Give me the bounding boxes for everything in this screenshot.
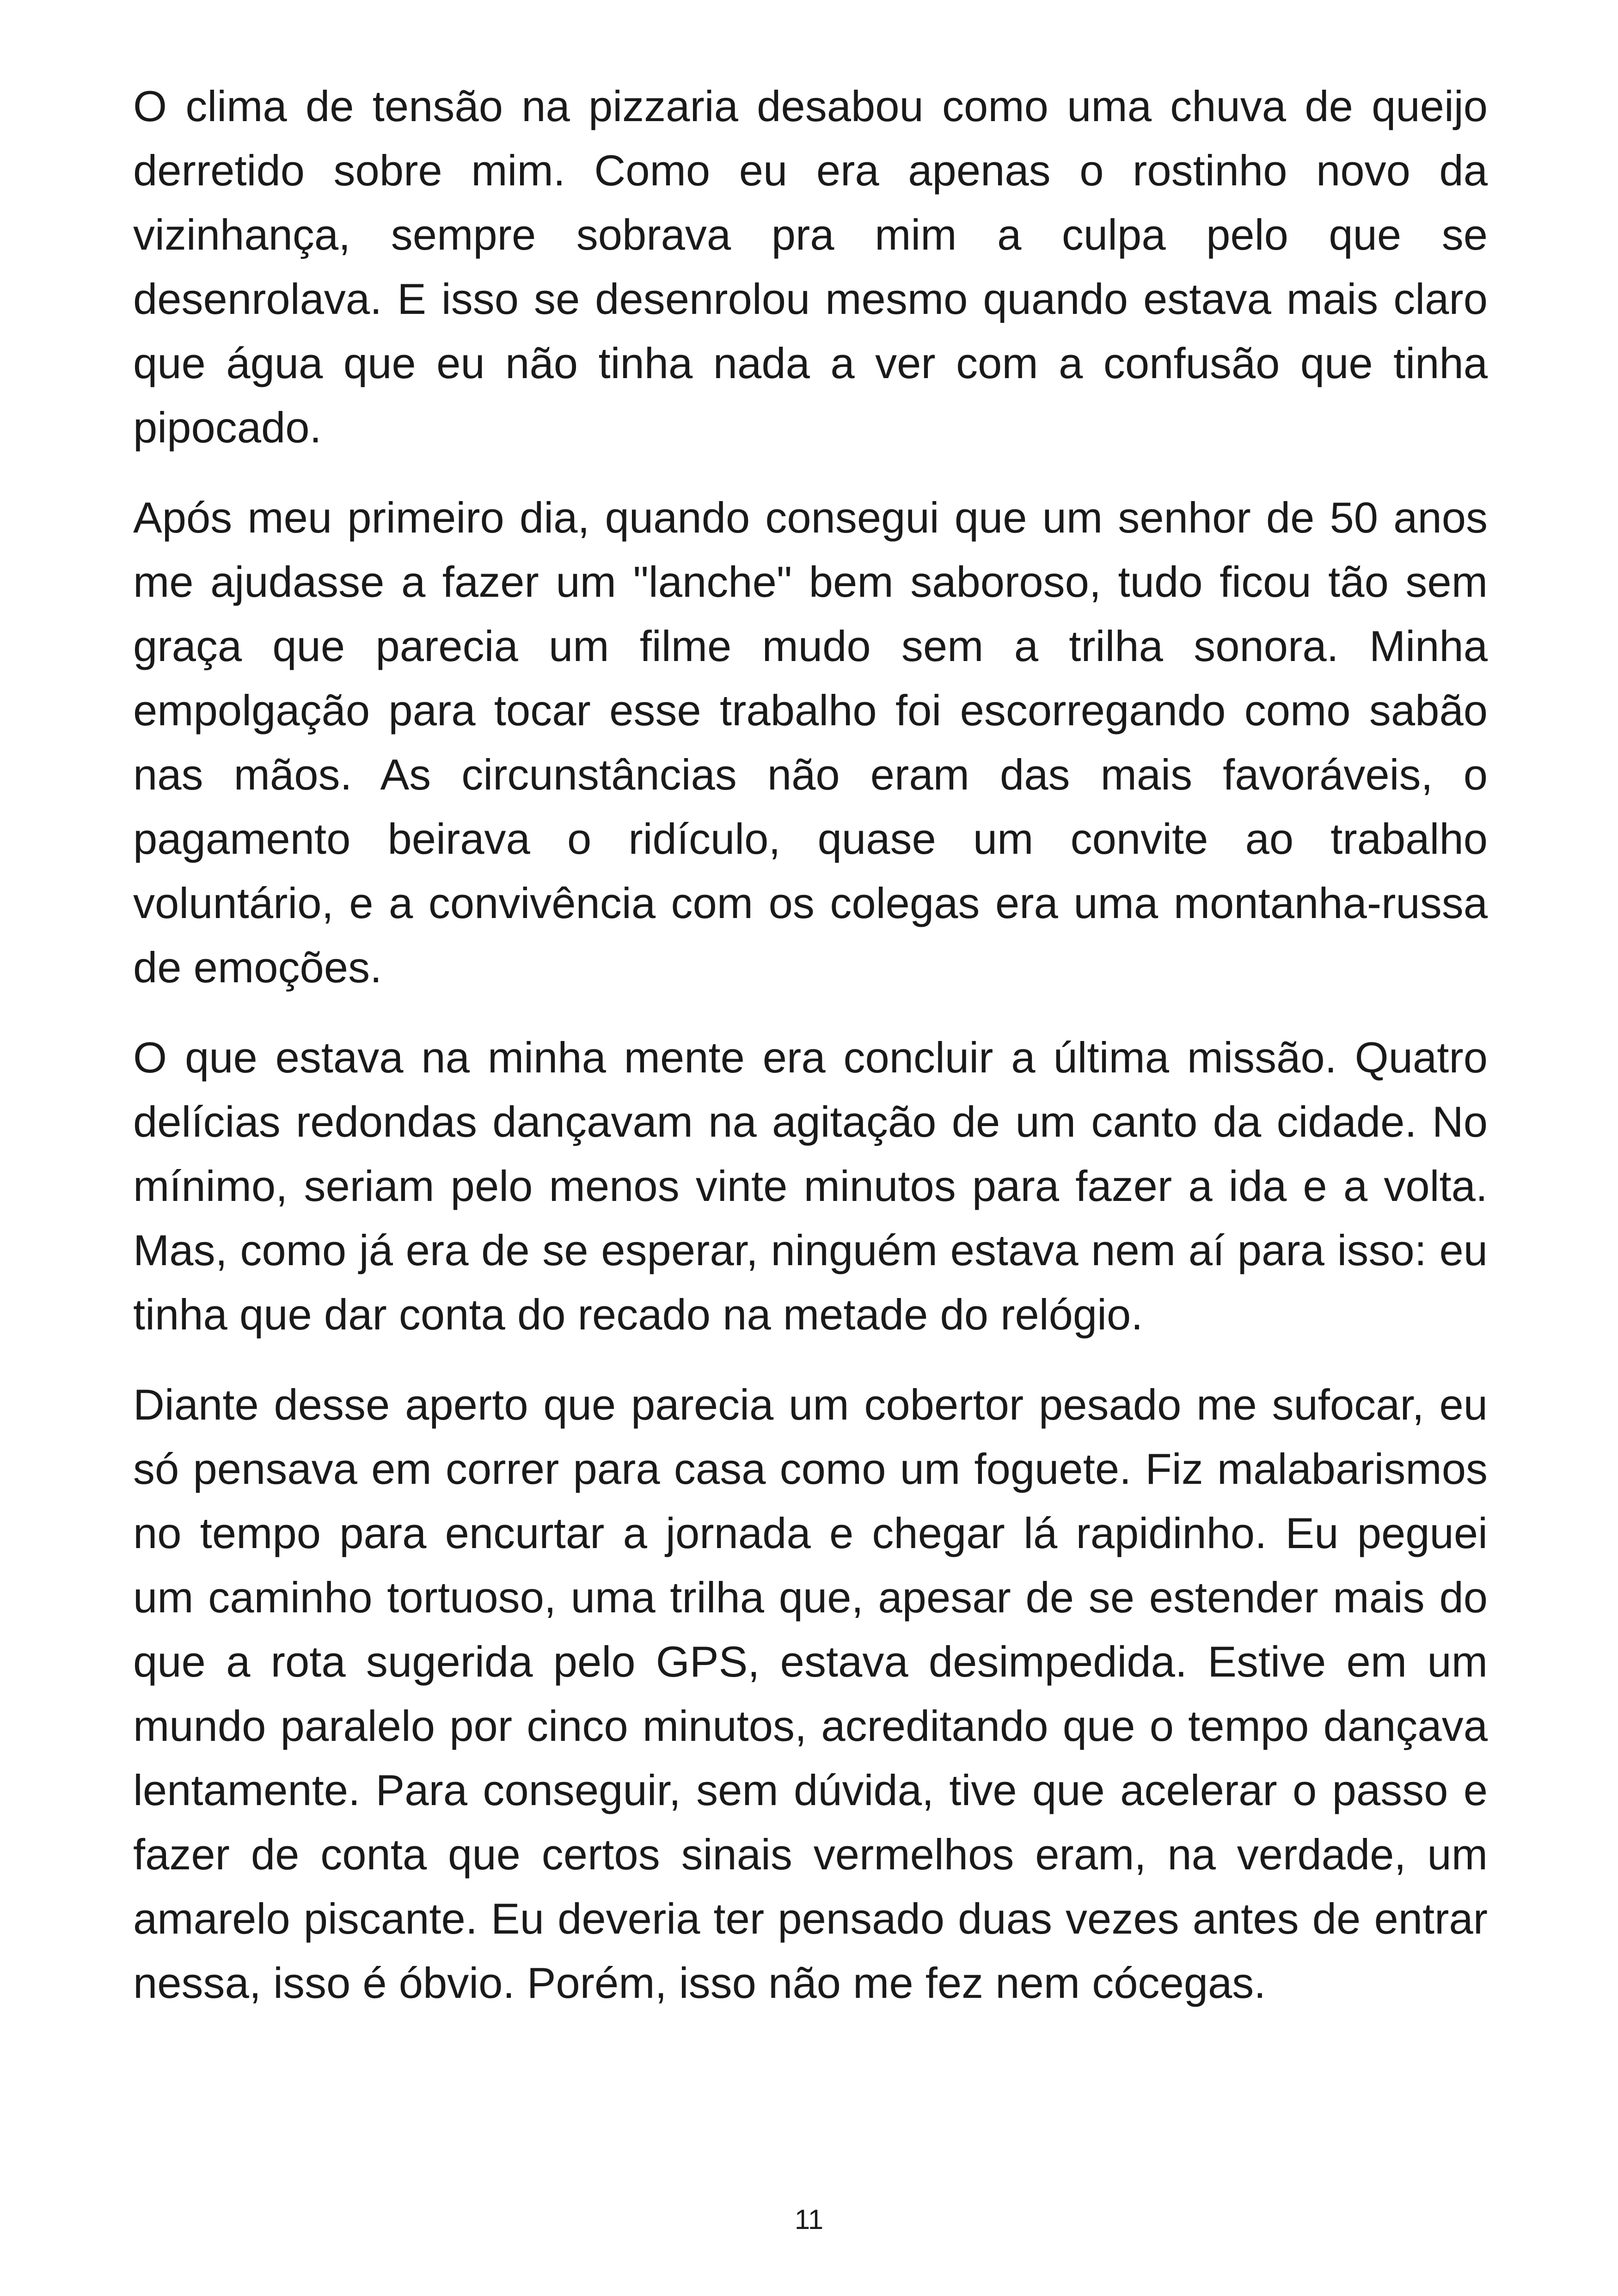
paragraph-4: Diante desse aperto que parecia um cobertor pesado me sufocar, eu só pensava em correr para casa como um foguete. Fiz malabarismos no tempo para encurtar a jornada e chegar lá rapidinho. Eu peguei um caminho tortuoso, uma trilha que, apesar de se estender mais do que a rota sugerida pelo GPS, estava desimpedida. Estive em um mundo paralelo por cinco minutos, acreditando que o tempo dançava lentamente. Para conseguir, sem dúvida, tive que acelerar o passo e fazer de conta que certos sinais vermelhos eram, na verdade, um amarelo piscante. Eu deveria ter pensado duas vezes antes de entrar nessa, isso é óbvio. Porém, isso não me fez nem cócegas. (133, 1380, 1488, 2007)
paragraph-2: Após meu primeiro dia, quando consegui que um senhor de 50 anos me ajudasse a fazer um "lanche" bem saboroso, tudo ficou tão sem graça que parecia um filme mudo sem a trilha sonora. Minha empolgação para tocar esse trabalho foi escorregando como sabão nas mãos. As circunstâncias não eram das mais favoráveis, o pagamento beirava o ridículo, quase um convite ao trabalho voluntário, e a convivência com os colegas era uma montanha-russa de emoções. (133, 493, 1488, 992)
body-text (133, 74, 1488, 2041)
page-number: 11 (794, 2204, 824, 2235)
paragraph-3: O que estava na minha mente era concluir a última missão. Quatro delícias redondas dançavam na agitação de um canto da cidade. No mínimo, seriam pelo menos vinte minutos para fazer a ida e a volta. Mas, como já era de se esperar, ninguém estava nem aí para isso: eu tinha que dar conta do recado na metade do relógio. (133, 1033, 1488, 1339)
paragraph-1: O clima de tensão na pizzaria desabou como uma chuva de queijo derretido sobre mim. Como eu era apenas o rostinho novo da vizinhança, sempre sobrava pra mim a culpa pelo que se desenrolava. E isso se desenrolou mesmo quando estava mais claro que água que eu não tinha nada a ver com a confusão que tinha pipocado. (133, 82, 1488, 452)
